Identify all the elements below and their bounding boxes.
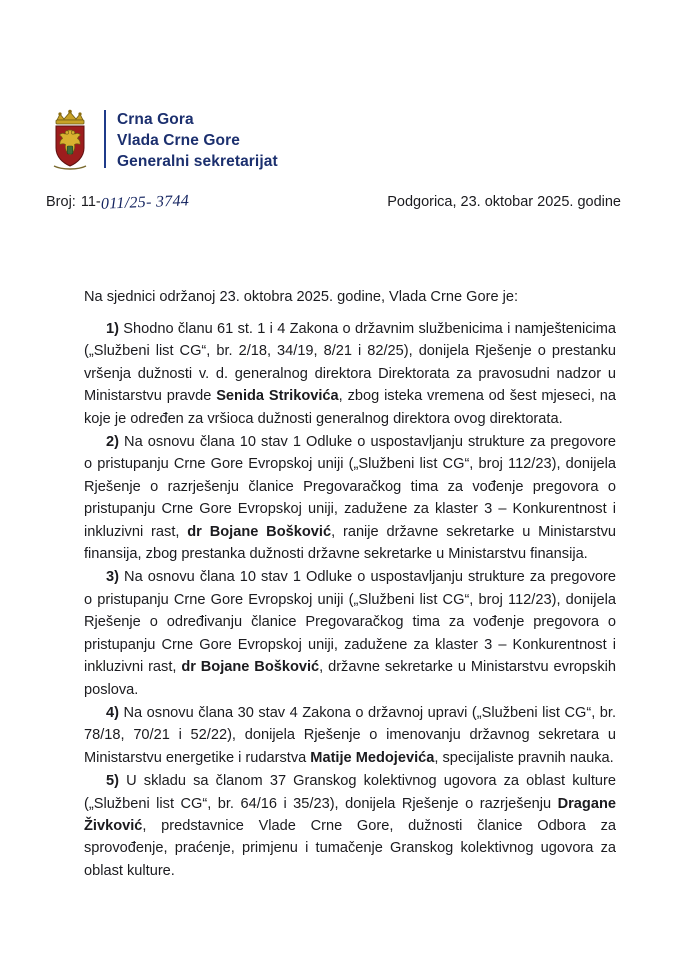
item-number-5: 5) <box>106 773 119 790</box>
item-number-2: 2) <box>106 434 119 451</box>
item-text-after-5: , predstavnice Vlade Crne Gore, dužnosti članice Odbora za sprovođenje, praćenje, primjenu i tumačenje Granskog kolektivnog ugovora za oblast kulture. <box>84 817 616 879</box>
item-text-after-2: , ranije državne sekretarke u Ministarstvu finansija, zbog prestanka dužnosti državne sekretarke u Ministarstvu finansija. <box>84 523 617 563</box>
org-secretariat: Generalni sekretarijat <box>117 153 278 170</box>
item-number-4: 4) <box>106 704 119 721</box>
item-text-after-4: , specijaliste pravnih nauka. <box>434 749 614 766</box>
item-text-before-3: Na osnovu člana 10 stav 1 Odluke o uspostavljanju strukture za pregovore o pristupanju Crne Gore Evropskoj uniji („Službeni list CG“, broj 112/23), donijela Rješenje o određivanju članice Pregovaračkog tima za vođenje pregovora o pristupanju Crne Gore Evropskoj uniji, zadužene za klaster 3 – Konkurentnost i inkluzivni rast, <box>84 569 616 676</box>
item-person-5: Dragane Živković <box>84 795 616 834</box>
org-country: Crna Gora <box>117 111 194 128</box>
reference-label: Broj: <box>46 194 76 210</box>
reference-line <box>46 193 633 211</box>
item-text-before-4: Na osnovu člana 30 stav 4 Zakona o državnoj upravi („Službeni list CG“, br. 78/18, 70/21 i 52/22), donijela Rješenje o imenovanju državnog sekretara u Ministarstvu energetike i rudarstva <box>84 704 616 766</box>
place-and-date: Podgorica, 23. oktobar 2025. godine <box>387 194 621 210</box>
org-government: Vlada Crne Gore <box>117 132 240 149</box>
item-text-before-2: Na osnovu člana 10 stav 1 Odluke o uspostavljanju strukture za pregovore o pristupanju Crne Gore Evropskoj uniji („Službeni list CG“, broj 112/23), donijela Rješenje o razrješenju članice Pregovaračkog tima za vođenje pregovora o pristupanju Crne Gore Evropskoj uniji, zadužene za klaster 3 – Konkurentnost i inkluzivni rast, <box>84 434 616 540</box>
document-body <box>84 286 616 883</box>
montenegro-coat-of-arms-icon <box>46 108 94 170</box>
decision-item-4 <box>84 702 616 769</box>
body-lead: Na sjednici održanoj 23. oktobra 2025. godine, Vlada Crne Gore je: <box>84 289 519 305</box>
decision-item-5 <box>84 770 616 882</box>
item-person-4: Matije Medojevića <box>310 749 435 766</box>
item-text-before-1: Shodno članu 61 st. 1 i 4 Zakona o državnim službenicima i namještenicima („Službeni list CG“, br. 2/18, 34/19, 8/21 i 82/25), donijela Rješenje o prestanku vršenja dužnosti v. d. generalnog direktora Direktorata za pravosudni nadzor u Ministarstvu pravde <box>84 321 617 405</box>
letterhead-divider <box>104 110 106 168</box>
letterhead-text <box>117 108 278 172</box>
decision-item-1 <box>84 318 616 430</box>
letterhead <box>46 108 278 172</box>
decision-item-2 <box>84 431 616 565</box>
item-person-1: Senida Strikovića <box>216 388 339 405</box>
item-number-3: 3) <box>106 569 119 586</box>
item-text-after-3: , državne sekretarke u Ministarstvu evropskih poslova. <box>84 659 616 698</box>
item-number-1: 1) <box>106 321 119 337</box>
item-person-3: dr Bojane Bošković <box>181 659 320 676</box>
reference-number <box>46 193 189 211</box>
item-person-2: dr Bojane Bošković <box>187 523 332 540</box>
reference-number-handwritten: 011/25- 3744 <box>100 192 190 213</box>
decision-item-3 <box>84 566 616 700</box>
reference-number-printed: 11- <box>80 194 101 210</box>
item-text-before-5: U skladu sa članom 37 Granskog kolektivnog ugovora za oblast kulture („Službeni list CG“, br. 64/16 i 35/23), donijela Rješenje o razrješenju <box>84 773 617 812</box>
item-text-after-1: , zbog isteka vremena od šest mjeseci, na koje je određen za vršioca dužnosti generalnog direktora ovog direktorata. <box>84 388 616 427</box>
